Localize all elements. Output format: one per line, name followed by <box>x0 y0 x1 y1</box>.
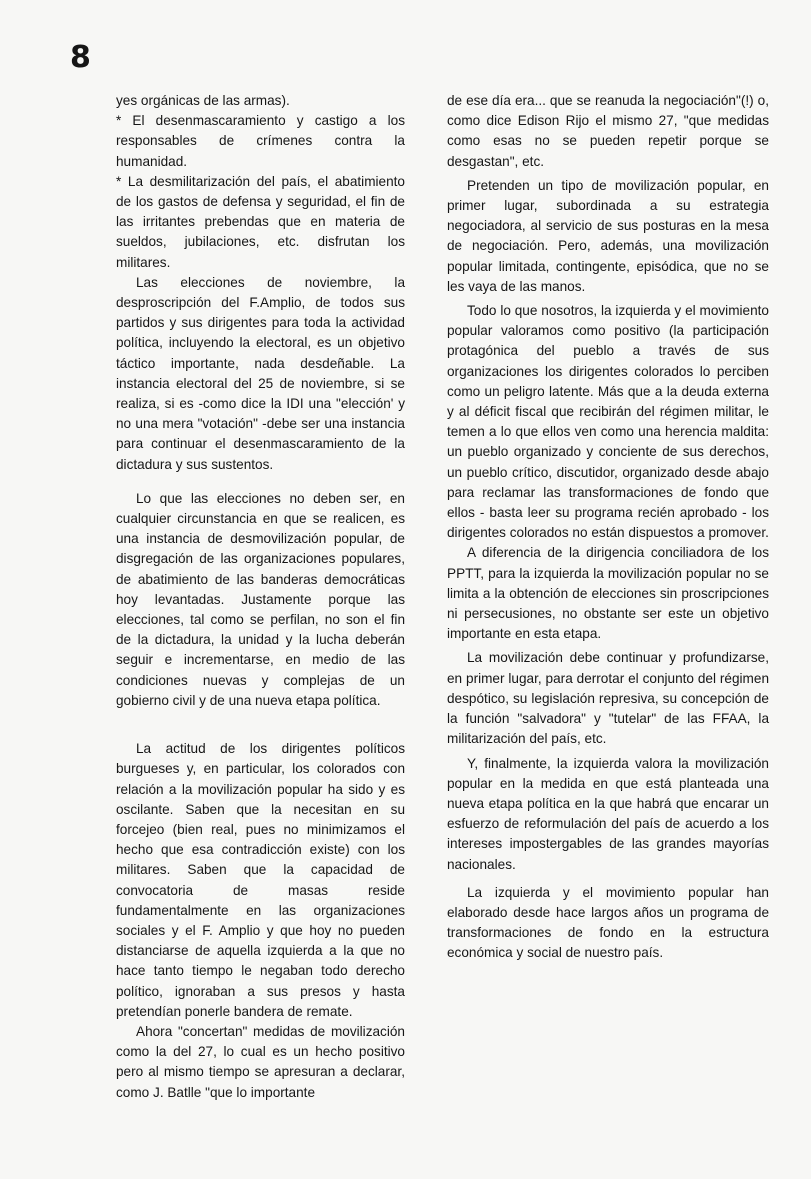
paragraph: Las elecciones de noviembre, la desproscripción del F.Amplio, de todos sus partidos y sus dirigentes para toda la actividad política, incluyendo la electoral, es un objetivo táctico importante, nada desdeñable. La instancia electoral del 25 de noviembre, si se realiza, si es -como dice la IDI una "elección' y no una mera "votación" -debe ser una instancia para continuar el desenmascaramiento de la dictadura y sus sustentos. <box>116 274 405 472</box>
page-number: 8 <box>70 40 91 75</box>
paragraph: Y, finalmente, la izquierda valora la movilización popular en la medida en que está planteada una nueva etapa política en la que habrá que encarar un esfuerzo de reformulación del país de acuerdo a los intereses impostergables de las grandes mayorías nacionales. <box>447 755 769 872</box>
right-column <box>447 91 769 964</box>
paragraph: Todo lo que nosotros, la izquierda y el movimiento popular valoramos como positivo (la participación protagónica del pueblo a través de sus organizaciones los dirigentes colorados lo perciben como un peligro latente. Más que a la deuda externa y al déficit fiscal que recibirán del régimen militar, le temen a lo que ellos ven como una herencia maldita: un pueblo organizado y conciente de sus derechos, un pueblo crítico, discutidor, organizado desde abajo para reclamar las transformaciones de fondo que ellos - basta leer su programa recién aprobado - los dirigentes colorados no están dispuestos a promover. <box>447 303 769 541</box>
paragraph: Ahora "concertan" medidas de movilización como la del 27, lo cual es un hecho positivo pero al mismo tiempo se apresuran a declarar, como J. Batlle "que lo importante <box>116 1023 405 1100</box>
paragraph: * El desenmascaramiento y castigo a los responsables de crímenes contra la humanidad. <box>116 113 405 169</box>
paragraph: yes orgánicas de las armas). <box>116 93 290 108</box>
paragraph: de ese día era... que se reanuda la negociación"(!) o, como dice Edison Rijo el mismo 27, "que medidas como esas no se pueden repetir porque se desgastan", etc. <box>447 93 769 169</box>
paragraph: La movilización debe continuar y profundizarse, en primer lugar, para derrotar el conjunto del régimen despótico, su legislación represiva, su concepción de la función "salvadora" y "tutelar" de las FFAA, la militarización del país, etc. <box>447 650 769 747</box>
paragraph: A diferencia de la dirigencia conciliadora de los PPTT, para la izquierda la movilización popular no se limita a la obtención de elecciones sin proscripciones ni persecusiones, no obstante ser este un objetivo importante en esta etapa. <box>447 545 769 642</box>
paragraph: * La desmilitarización del país, el abatimiento de los gastos de defensa y seguridad, el fin de las irritantes prebendas que en materia de sueldos, jubilaciones, etc. disfrutan los militares. <box>116 173 405 270</box>
paragraph: La actitud de los dirigentes políticos burgueses y, en particular, los colorados con relación a la movilización popular ha sido y es oscilante. Saben que la necesitan en su forcejeo (bien real, pues no minimizamos el hecho que esa contradicción existe) con los militares. Saben que la capacidad de convocatoria de masas reside fundamentalmente en las organizaciones sociales y el F. Amplio y que hoy no pueden distanciarse de aquella izquierda a la que no hace tanto tiempo le negaban todo derecho político, ignoraban a sus presos y hasta pretendían ponerle bandera de remate. <box>116 741 405 1019</box>
left-column <box>116 91 405 1103</box>
paragraph: Pretenden un tipo de movilización popular, en primer lugar, subordinada a su estrategia negociadora, al servicio de sus posturas en la mesa de negociación. Pero, además, una movilización popular limitada, contingente, episódica, que no se les vaya de las manos. <box>447 177 769 294</box>
paragraph: Lo que las elecciones no deben ser, en cualquier circunstancia en que se realicen, es una instancia de desmovilización popular, de disgregación de las organizaciones populares, de abatimiento de las banderas democráticas hoy levantadas. Justamente porque las elecciones, tal como se perfilan, no son el fin de la dictadura, la unidad y la lucha deberán seguir e incrementarse, en medio de las condiciones nuevas y complejas de un gobierno civil y de una nueva etapa política. <box>116 490 405 708</box>
paragraph: La izquierda y el movimiento popular han elaborado desde hace largos años un programa de transformaciones de fondo en la estructura económica y social de nuestro país. <box>447 884 769 961</box>
